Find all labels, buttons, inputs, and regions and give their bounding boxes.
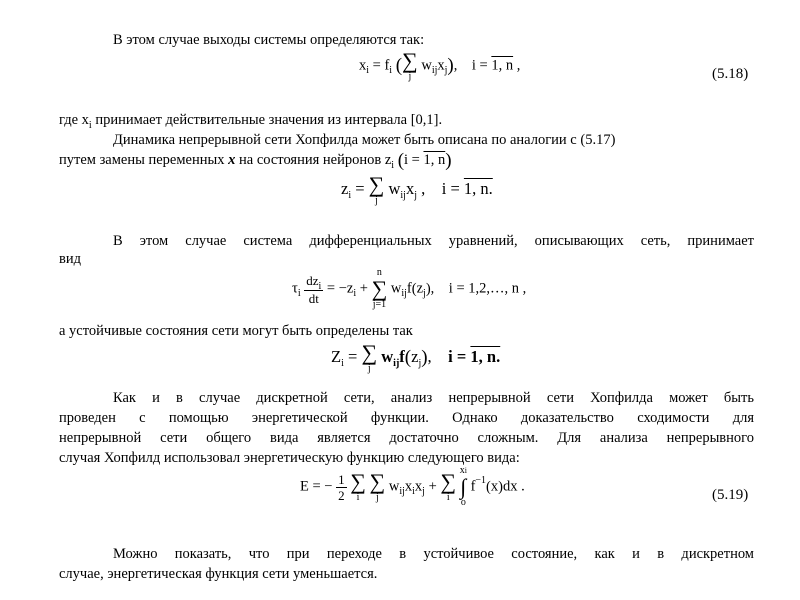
- text-line: В этом случае система дифференциальных уравнений, описывающих сеть, принимает: [113, 233, 754, 249]
- paragraph-line: Можно показать, что при переходе в устойчивое состояние, как и в дискретном: [113, 546, 754, 562]
- text-line: где $x_i$ принимает действительные значения из интервала [0,1].: [59, 112, 443, 131]
- text-line: Динамика непрерывной сети Хопфилда может быть описана по аналогии с (5.17): [113, 132, 616, 148]
- equation-Z-sum: $Z_i$ = ∑ j $w_{ij}f(z_j)$, i = 1, n.: [331, 340, 501, 374]
- equation-z-sum: $z_i$ = ∑ j $w_{ij}x_j$ , i = 1, n.: [341, 172, 493, 206]
- paragraph-line: непрерывной сети общего вида является достаточно сложным. Для анализа непрерывного: [59, 430, 754, 446]
- text-line: а устойчивые состояния сети могут быть определены так: [59, 323, 413, 339]
- equation-differential: $\tau_i$ $\frac{dz_i}{dt}$ = $-z_i$ + n ∑ j=1 $w_{ij}f(z_j)$, i = 1,2,…, n ,: [292, 267, 527, 310]
- equation-number-5-18: (5.18): [712, 66, 749, 82]
- paragraph-line: проведен с помощью энергетической функции. Однако доказательство сходимости для: [59, 410, 754, 426]
- text-line: путем замены переменных x на состояния нейронов $z_i$ (i = 1, n): [59, 149, 452, 171]
- equation-5-18: $x_i = f_i$ ( ∑ j $w_{ij}x_j$), i = 1, n ,: [359, 48, 521, 82]
- paragraph-line: Как и в случае дискретной сети, анализ непрерывной сети Хопфилда может быть: [113, 390, 754, 406]
- intro-line: В этом случае выходы системы определяются так:: [113, 32, 425, 48]
- equation-number-5-19: (5.19): [712, 487, 749, 503]
- paragraph-line: случая Хопфилд использовал энергетическую функцию следующего вида:: [59, 450, 520, 466]
- paragraph-line: случае, энергетическая функция сети уменьшается.: [59, 566, 378, 582]
- equation-5-19: E = − $\frac{1}{2}$ ∑ i ∑ j $w_{ij}x_ix_j$ + ∑ i xi ∫ o $f^{-1}(x)dx$ .: [300, 465, 525, 508]
- text-line: вид: [59, 251, 81, 267]
